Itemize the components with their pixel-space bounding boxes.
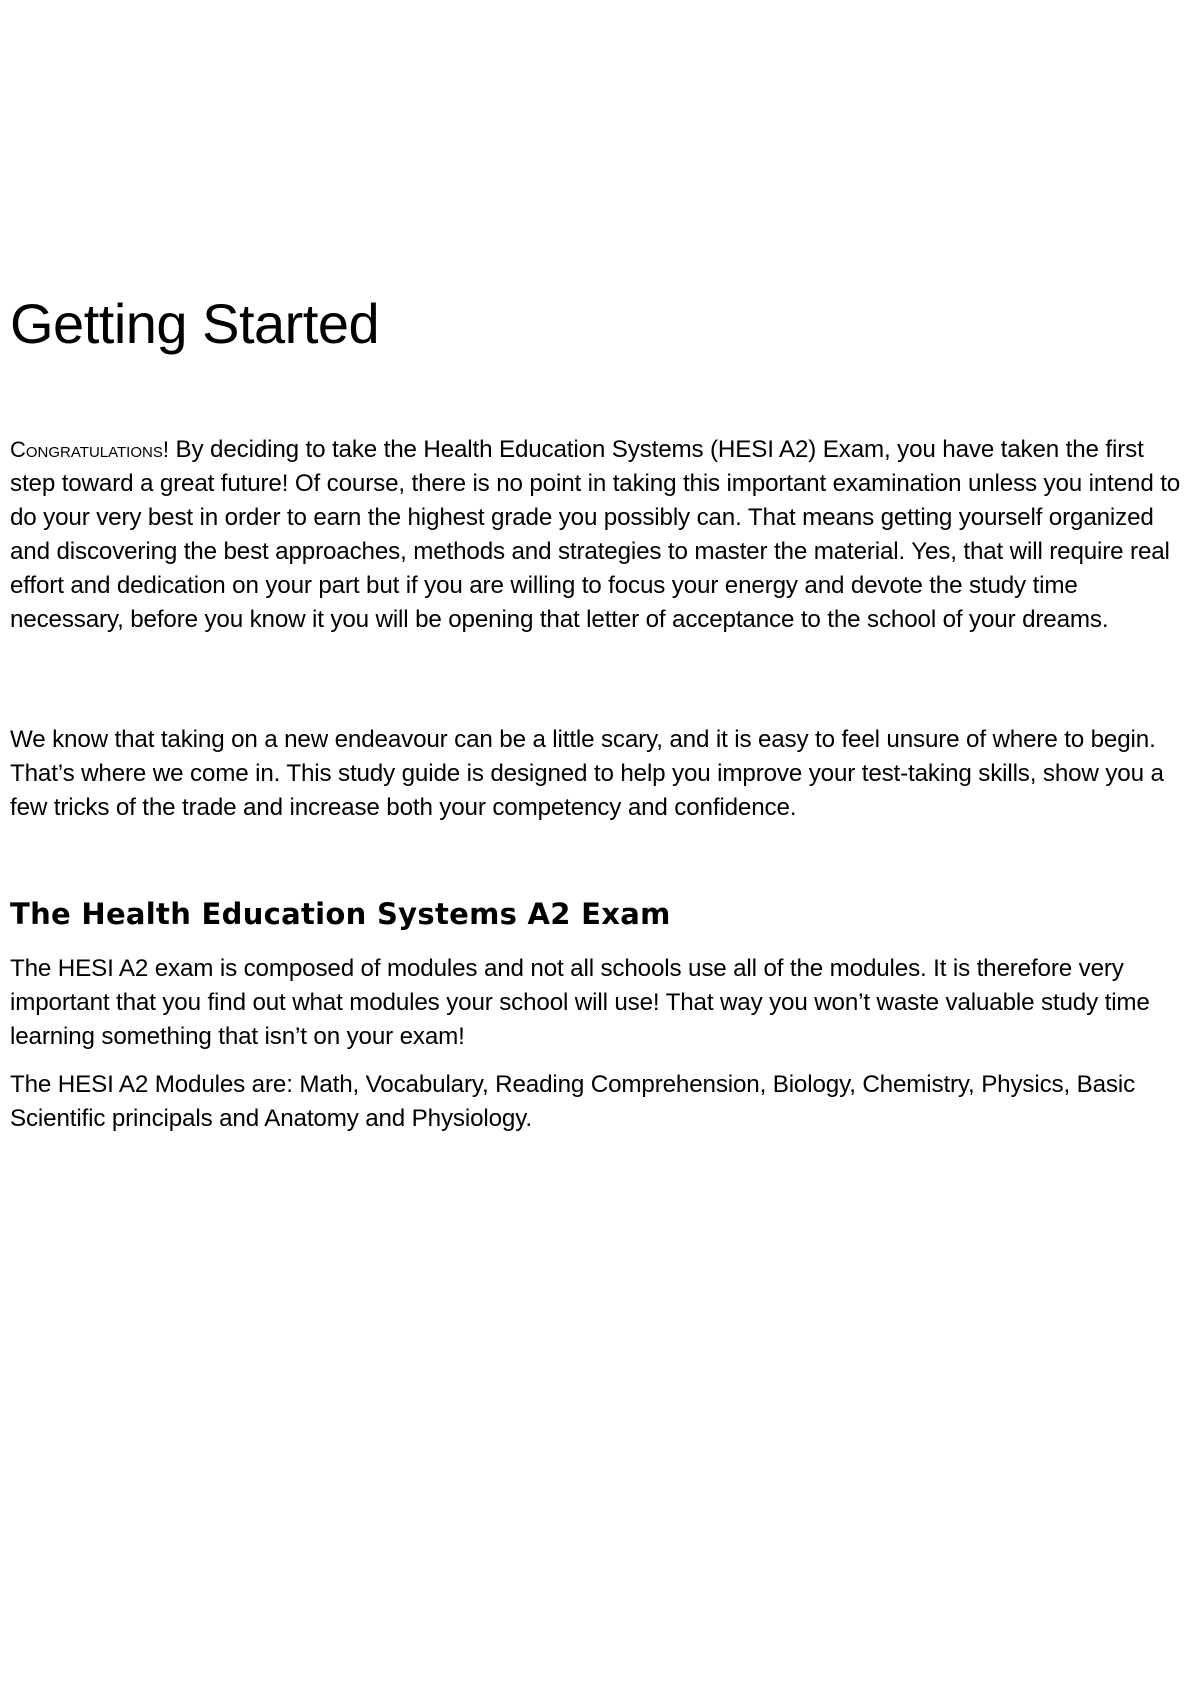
lead-in: Congratulations! <box>10 437 169 462</box>
section-paragraph-2: The HESI A2 Modules are: Math, Vocabulary, Reading Comprehension, Biology, Chemistry, Physics, Basic Scientific principals and Anatomy and Physiology. <box>10 1071 1136 1132</box>
intro-paragraph-1 <box>10 433 1185 637</box>
section-heading: The Health Education Systems A2 Exam <box>10 897 671 931</box>
section-paragraph-1: The HESI A2 exam is composed of modules and not all schools use all of the modules. It is therefore very important that you find out what modules your school will use! That way you won’t waste valuable study time learning something that isn’t on your exam! <box>10 955 1150 1050</box>
intro-paragraph-2: We know that taking on a new endeavour can be a little scary, and it is easy to feel unsure of where to begin. That’s where we come in. This study guide is designed to help you improve your test-taking skills, show you a few tricks of the trade and increase both your competency and confidence. <box>10 726 1164 821</box>
intro-paragraph-1-text: By deciding to take the Health Education Systems (HESI A2) Exam, you have taken the first step toward a great future! Of course, there is no point in taking this important examination unless you intend to do your very best in order to earn the highest grade you possibly can. That means getting yourself organized and discovering the best approaches, methods and strategies to master the material. Yes, that will require real effort and dedication on your part but if you are willing to focus your energy and devote the study time necessary, before you know it you will be opening that letter of acceptance to the school of your dreams. <box>10 436 1181 633</box>
page-title: Getting Started <box>10 292 380 355</box>
